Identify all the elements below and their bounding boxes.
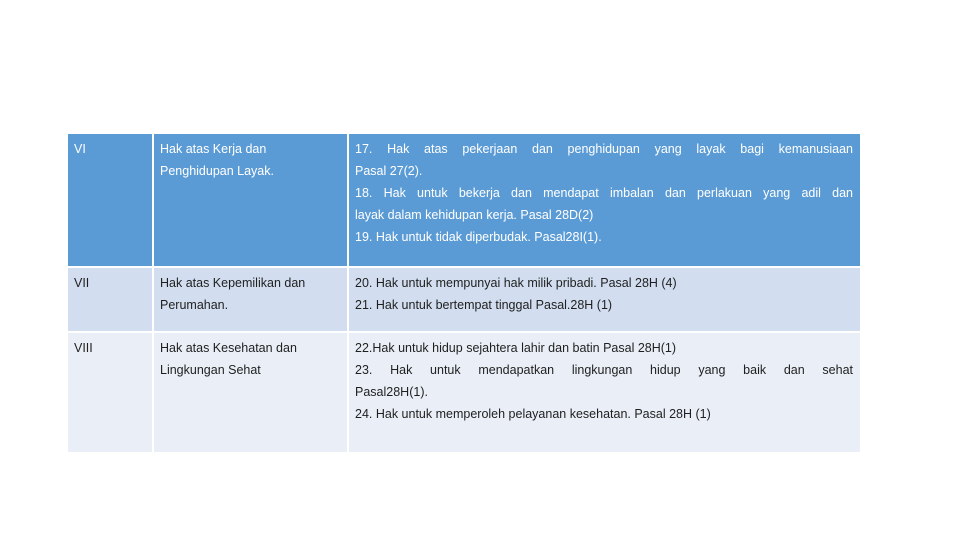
row-number: VIII <box>67 332 153 453</box>
description-line: 22.Hak untuk hidup sejahtera lahir dan batin Pasal 28H(1) <box>355 341 677 355</box>
description-line: 17. Hak atas pekerjaan dan penghidupan yang layak bagi kemanusiaan <box>355 142 853 156</box>
description-line: 21. Hak untuk bertempat tinggal Pasal.28H (1) <box>355 298 613 312</box>
right-description <box>348 267 861 332</box>
right-description <box>348 133 861 267</box>
description-line: 19. Hak untuk tidak diperbudak. Pasal28I(1). <box>355 230 602 244</box>
description-line: 24. Hak untuk memperoleh pelayanan kesehatan. Pasal 28H (1) <box>355 407 711 421</box>
description-line: Pasal28H(1). <box>355 385 428 399</box>
description-line: layak dalam kehidupan kerja. Pasal 28D(2) <box>355 208 594 222</box>
table-row <box>67 332 861 453</box>
rights-table <box>66 132 862 454</box>
right-name: Hak atas Kesehatan dan Lingkungan Sehat <box>153 332 348 453</box>
description-line: 18. Hak untuk bekerja dan mendapat imbalan dan perlakuan yang adil dan <box>355 186 853 200</box>
description-line: 20. Hak untuk mempunyai hak milik pribadi. Pasal 28H (4) <box>355 276 677 290</box>
right-description <box>348 332 861 453</box>
table-row <box>67 133 861 267</box>
description-line: 23. Hak untuk mendapatkan lingkungan hidup yang baik dan sehat <box>355 363 853 377</box>
right-name: Hak atas Kepemilikan dan Perumahan. <box>153 267 348 332</box>
row-number: VII <box>67 267 153 332</box>
table-row <box>67 267 861 332</box>
row-number: VI <box>67 133 153 267</box>
description-line: Pasal 27(2). <box>355 164 423 178</box>
right-name: Hak atas Kerja dan Penghidupan Layak. <box>153 133 348 267</box>
